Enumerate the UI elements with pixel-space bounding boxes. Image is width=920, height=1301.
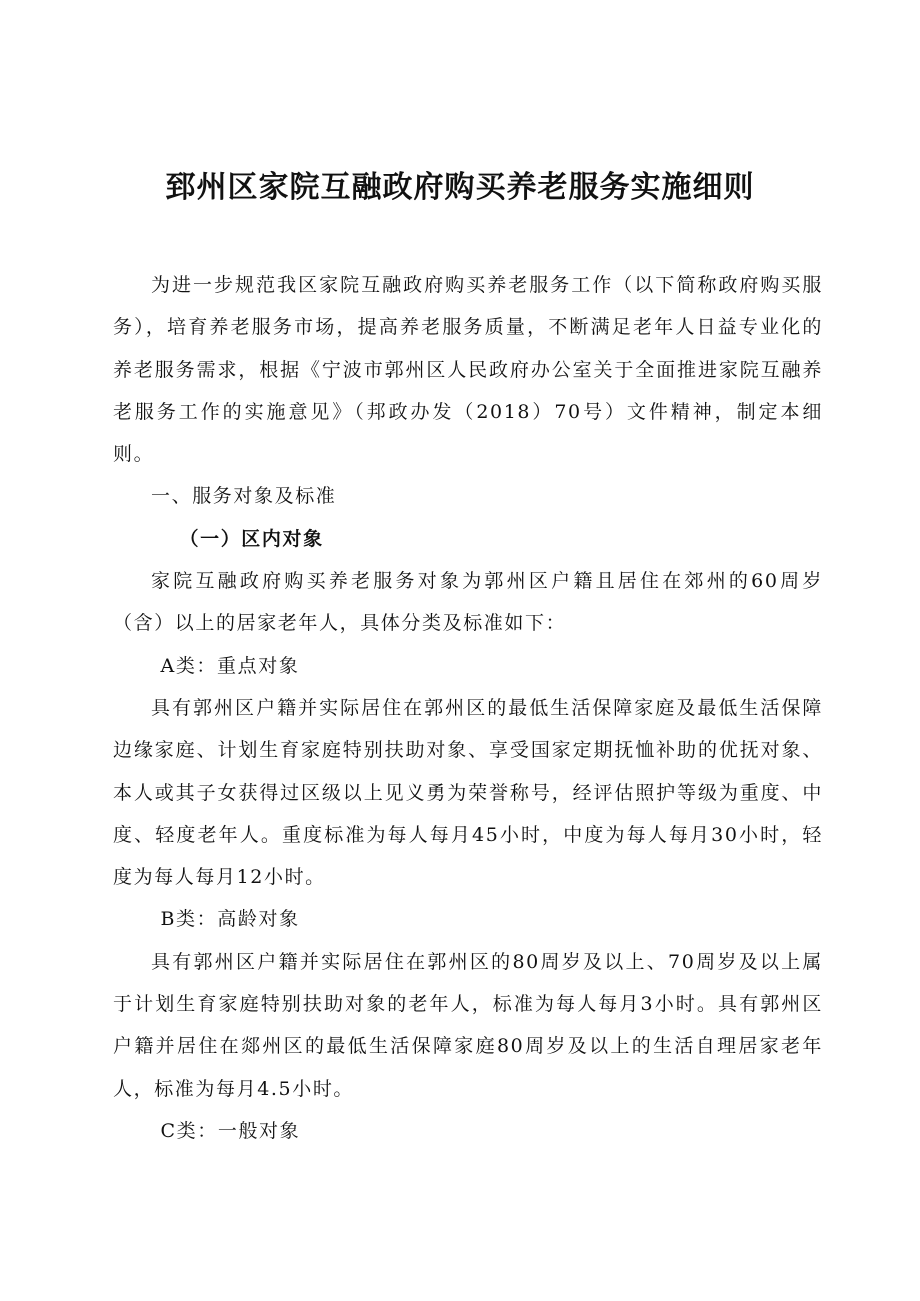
intro-paragraph: 为进一步规范我区家院互融政府购买养老服务工作（以下简称政府购买服务），培育养老服务市场，提高养老服务质量，不断满足老年人日益专业化的养老服务需求，根据《宁波市郭州区人民政府办公室关于全面推进家院互融养老服务工作的实施意见》（邦政办发（2018）70号）文件精神，制定本细则。	[113, 274, 823, 466]
class-b-paragraph: 具有郭州区户籍并实际居住在郭州区的80周岁及以上、70周岁及以上属于计划生育家庭特别扶助对象的老年人，标准为每人每月3小时。具有郭州区户籍并居住在郯州区的最低生活保障家庭80周岁及以上的生活自理居家老年人，标准为每月4.5小时。	[113, 950, 823, 1100]
scope-paragraph: 家院互融政府购买养老服务对象为郭州区户籍且居住在郊州的60周岁（含）以上的居家老年人，具体分类及标准如下：	[113, 570, 823, 635]
class-c-heading: C类：一般对象	[160, 1119, 301, 1142]
section-heading: 一、服务对象及标准	[151, 485, 337, 508]
class-a-paragraph: 具有郭州区户籍并实际居住在郭州区的最低生活保障家庭及最低生活保障边缘家庭、计划生育家庭特别扶助对象、享受国家定期抚恤补助的优抚对象、本人或其子女获得过区级以上见义勇为荣誉称号，经评估照护等级为重度、中度、轻度老年人。重度标准为每人每月45小时，中度为每人每月30小时，轻度为每人每月12小时。	[113, 696, 823, 889]
document-title: 郅州区家院互融政府购买养老服务实施细则	[165, 170, 755, 205]
class-a-heading: A类：重点对象	[160, 654, 300, 677]
subsection-heading: （一）区内对象	[179, 527, 324, 550]
class-b-heading: B类：高龄对象	[160, 908, 300, 931]
document-body	[113, 264, 823, 1152]
